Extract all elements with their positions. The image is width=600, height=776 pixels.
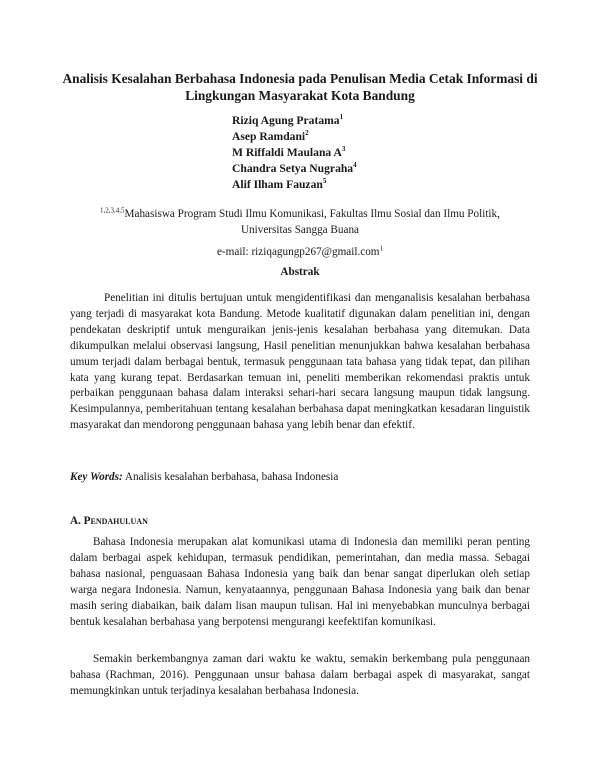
email-mark: 1 — [379, 244, 384, 253]
keywords — [70, 471, 530, 483]
keywords-text: Analisis kesalahan berbahasa, bahasa Indonesia — [124, 471, 339, 483]
affiliation-line2: Universitas Sangga Buana — [240, 224, 360, 236]
body-paragraph: Bahasa Indonesia merupakan alat komunikasi utama di Indonesia dan memiliki peran penting dalam berbagai aspek kehidupan, termasuk pendidikan, pemerintahan, dan media massa. Sebagai bahasa nasional, penguasaan Bahasa Indonesia yang baik dan benar sangat diperlukan oleh setiap warga negara Indonesia. Namun, kenyataannya, penggunaan Bahasa Indonesia yang baik dan benar masih sering diabaikan, baik dalam lisan maupun tulisan. Hal ini menyebabkan munculnya berbagai bentuk kesalahan berbahasa yang berpotensi mengurangi keefektifan komunikasi. — [70, 536, 530, 628]
body-paragraph: Semakin berkembangnya zaman dari waktu ke waktu, semakin berkembang pula penggunaan bahasa (Rachman, 2016). Penggunaan unsur bahasa dalam berbagai aspek di masyarakat, sangat memungkinkan untuk terjadinya kesalahan berbahasa Indonesia. — [70, 653, 530, 697]
paper-title: Analisis Kesalahan Berbahasa Indonesia pada Penulisan Media Cetak Informasi di Lingkungan Masyarakat Kota Bandung — [62, 71, 538, 103]
author: Alif Ilham Fauzan$^5$ — [232, 177, 327, 191]
abstract-text: Penelitian ini ditulis bertujuan untuk mengidentifikasi dan menganalisis kesalahan berbahasa yang terjadi di masyarakat kota Bandung. Metode kualitatif digunakan dalam penelitian ini, dengan pendekatan deskriptif untuk menguraikan jenis-jenis kesalahan berbahasa yang ditemukan. Data dikumpulkan melalui observasi langsung, Hasil penelitian menunjukkan bahwa kesalahan berbahasa umum terjadi dalam berbagai bentuk, termasuk penggunaan tata bahasa yang tidak tepat, dan pilihan kata yang kurang tepat. Berdasarkan temuan ini, peneliti memberikan rekomendasi praktis untuk perbaikan penggunaan bahasa dalam interaksi sehari-hari secara langsung maupun tidak langsung. Kesimpulannya, pemberitahuan tentang kesalahan berbahasa dapat meningkatkan kesadaran linguistik masyarakat dan mendorong penggunaan bahasa yang lebih benar dan efektif. — [70, 292, 530, 432]
author: Riziq Agung Pratama$^1$ — [232, 113, 344, 127]
author: M Riffaldi Maulana $A^3$ — [232, 145, 346, 159]
affiliation-marks: 1,2,3,4,5 — [100, 206, 125, 215]
section-heading: A. Pendahuluan — [70, 515, 148, 527]
email-address[interactable]: riziqagungp267@gmail.com — [251, 246, 380, 258]
email-label: e-mail: — [216, 246, 249, 258]
author: Asep Ramdani$^2$ — [232, 129, 309, 143]
affiliation-line1: Mahasiswa Program Studi Ilmu Komunikasi, Fakultas Ilmu Sosial dan Ilmu Politik, — [124, 208, 500, 220]
keywords-label: Key Words: — [70, 471, 123, 483]
abstract-heading: Abstrak — [280, 266, 320, 278]
affiliation — [70, 206, 530, 238]
email-line — [70, 246, 530, 258]
author-list — [232, 113, 357, 193]
author: Chandra Setya Nugraha$^4$ — [232, 161, 357, 175]
